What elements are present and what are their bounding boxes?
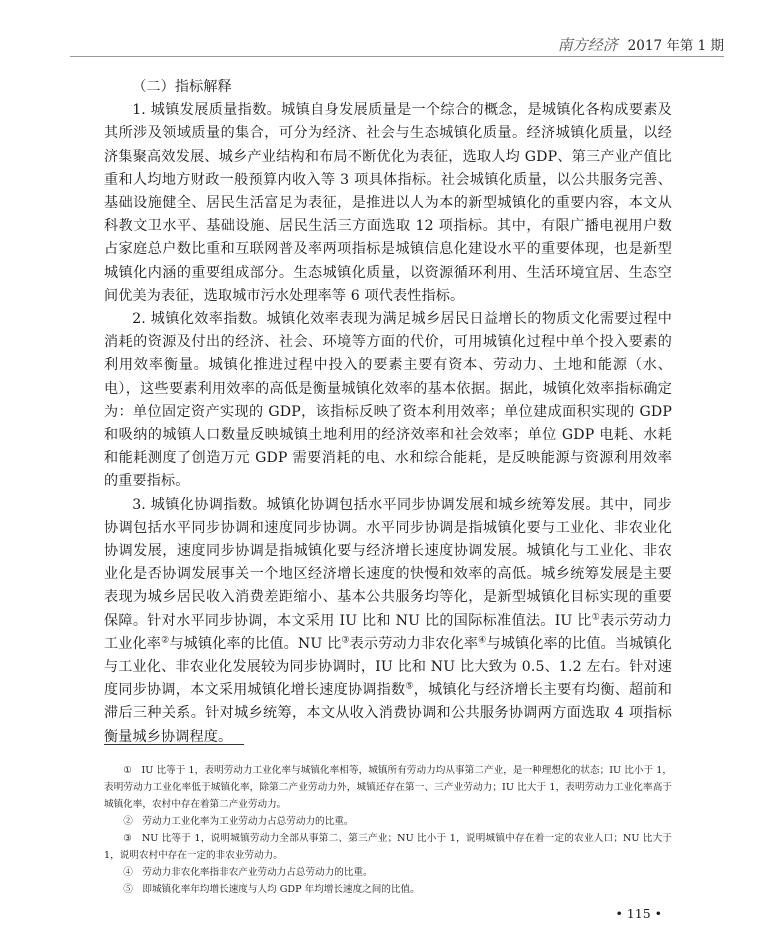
footnote-mark: ④ (123, 867, 133, 878)
footnote-ref[interactable]: ⑤ (405, 681, 414, 692)
text-segment: ，城镇化与经济增长主要有均衡、超前和滞后三种关系。针对城乡统筹，本文从收入消费协调和公共服务协调两方面选取 4 项指标衡量城乡协调程度。 (104, 682, 672, 745)
footnote-text: 劳动力非农化率指非农产业劳动力占总劳动力的比重。 (142, 867, 373, 878)
paragraph-development-quality: 1. 城镇发展质量指数。城镇自身发展质量是一个综合的概念，是城镇化各构成要素及其所涉及领域质量的集合，可分为经济、社会与生态城镇化质量。经济城镇化质量，以经济集聚高效发展、城乡产业结构和布局不断优化为表征，选取人均 GDP、第三产业产值比重和人均地方财政一般预算内收入等 3 项具体指标。社会城镇化质量，以公共服务完善、基础设施健全、居民生活富足为表征，是推进以人为本的新型城镇化的重要内容，本文从科教文卫水平、基础设施、居民生活三方面选取 12 项指标。其中，有限广播电视用户数占家庭总户数比重和互联网普及率两项指标是城镇信息化建设水平的重要体现，也是新型城镇化内涵的重要组成部分。生态城镇化质量，以资源循环利用、生活环境宜居、生态空间优美为表征，选取城市污水处理率等 6 项代表性指标。 (104, 102, 672, 304)
footnote-rule (104, 744, 244, 745)
section-title: （二）指标解释 (132, 79, 232, 95)
footnote-ref[interactable]: ④ (478, 635, 487, 646)
text-segment: 表示劳动力工业化率 (104, 612, 673, 652)
footnote-ref[interactable]: ③ (341, 635, 350, 646)
footnote-text: 即城镇化率年均增长速度与人均 GDP 年均增长速度之间的比值。 (142, 884, 420, 895)
footnote-ref[interactable]: ① (591, 611, 601, 622)
header-rule (70, 56, 724, 57)
paragraph-efficiency: 2. 城镇化效率指数。城镇化效率表现为满足城乡居民日益增长的物质文化需要过程中消耗的资源及付出的经济、社会、环境等方面的代价，可用城镇化过程中单个投入要素的利用效率衡量。城镇化推进过程中投入的要素主要有资本、劳动力、土地和能源（水、电），这些要素利用效率的高低是衡量城镇化效率的基本依据。据此，城镇化效率指标确定为：单位固定资产实现的 GDP，该指标反映了资本利用效率；单位建成面积实现的 GDP 和吸纳的城镇人口数量反映城镇土地利用的经济效率和社会效率；单位 GDP 电耗、水耗和能耗测度了创造万元 GDP 需要消耗的电、水和综合能耗，是反映能源与资源利用效率的重要指标。 (104, 311, 672, 490)
text-segment: 表示劳动力非农化率 (349, 635, 479, 652)
footnote-ref[interactable]: ② (161, 635, 170, 646)
footnote-mark: ② (123, 816, 133, 827)
text-segment: 3. 城镇化协调指数。城镇化协调包括水平同步协调发展和城乡统筹发展。其中，同步协调包括水平同步协调和速度同步协调。水平同步协调是指城镇化要与工业化、非农业化协调发展，速度同步协调是指城镇化要与经济增长速度协调发展。城镇化与工业化、非农业化是否协调发展事关一个地区经济增长速度的快慢和效率的高低。城乡统筹发展是主要表现为城乡居民收入消费差距缩小、基本公共服务均等化，是新型城镇化目标实现的重要保障。针对水平同步协调，本文采用 IU 比和 NU 比的国际标准值法。IU 比 (104, 496, 672, 629)
issue-label: 2017 年第 1 期 (627, 38, 724, 54)
footnote-mark: ⑤ (123, 884, 133, 895)
footnote-4 (104, 864, 672, 881)
footnote-1 (104, 762, 672, 813)
footnote-3 (104, 830, 672, 864)
paragraph-coordination (104, 494, 672, 749)
journal-name: 南方经济 (557, 36, 618, 54)
footnote-text: IU 比等于 1，表明劳动力工业化率与城镇化率相等，城镇所有劳动力均从事第二产业，是一种理想化的状态；IU 比小于 1，表明劳动力工业化率低于城镇化率，除第二产业劳动力外，城镇还存在第一、三产业劳动力；IU 比大于 1，表明劳动力工业化率高于城镇化率，农村中存在着第二产业劳动力。 (104, 765, 673, 810)
footnote-2 (104, 813, 672, 830)
article-body (104, 76, 672, 749)
running-header (558, 34, 724, 55)
footnote-text: 劳动力工业化率为工业劳动力占总劳动力的比重。 (142, 816, 354, 827)
text-segment: 与城镇化率的比值。NU 比 (169, 635, 342, 652)
footnote-mark: ① (123, 765, 132, 776)
footnote-mark: ③ (123, 833, 133, 844)
footnotes (104, 762, 672, 898)
footnote-5 (104, 881, 672, 898)
text-segment: 与城镇化率的比值。当城镇化与工业化、非农业化发展较为同步协调时，IU 比和 NU 比大致为 0.5、1.2 左右。针对速度同步协调，本文采用城镇化增长速度协调指数 (104, 635, 673, 699)
page-number: • 115 • (615, 906, 662, 921)
footnote-text: NU 比等于 1，说明城镇劳动力全部从事第二、第三产业；NU 比小于 1，说明城镇中存在着一定的农业人口；NU 比大于 1，说明农村中存在一定的非农业劳动力。 (104, 833, 672, 861)
